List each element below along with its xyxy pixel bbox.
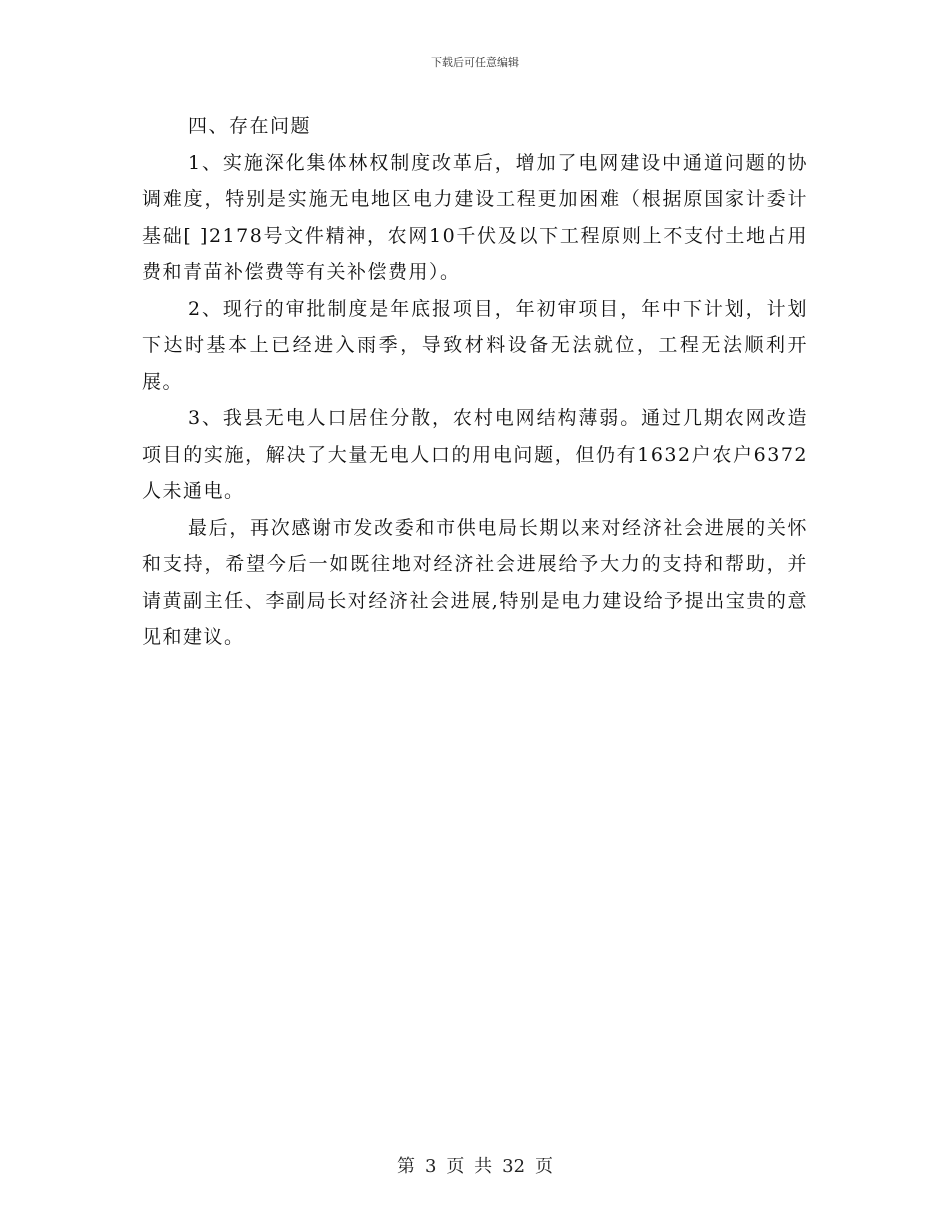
paragraph-3: 3、我县无电人口居住分散，农村电网结构薄弱。通过几期农网改造项目的实施，解决了大量无电人口的用电问题，但仍有1632户农户6372人未通电。 [142,407,808,502]
page-number-footer [0,1152,950,1178]
total-pages-number: 32 [502,1156,526,1177]
section-title: 四、存在问题 [188,115,312,137]
document-body [142,108,808,656]
page-label-mid: 页 共 [446,1156,493,1177]
page-label-prefix: 第 [396,1156,415,1177]
current-page-number: 3 [424,1156,437,1177]
paragraph-closing: 最后，再次感谢市发改委和市供电局长期以来对经济社会进展的关怀和支持，希望今后一如既往地对经济社会进展给予大力的支持和帮助，并请黄副主任、李副局长对经济社会进展,特别是电力建设给予提出宝贵的意见和建议。 [142,516,808,648]
header-note: 下载后可任意编辑 [431,56,519,69]
paragraph-1: 1、实施深化集体林权制度改革后，增加了电网建设中通道问题的协调难度，特别是实施无电地区电力建设工程更加困难（根据原国家计委计基础[ ]2178号文件精神，农网10千伏及以下工程原则上不支付土地占用费和青苗补偿费等有关补偿费用）。 [142,151,808,283]
paragraph-2: 2、现行的审批制度是年底报项目，年初审项目，年中下计划，计划下达时基本上已经进入雨季，导致材料设备无法就位，工程无法顺利开展。 [142,297,808,393]
page-label-suffix: 页 [535,1156,554,1177]
